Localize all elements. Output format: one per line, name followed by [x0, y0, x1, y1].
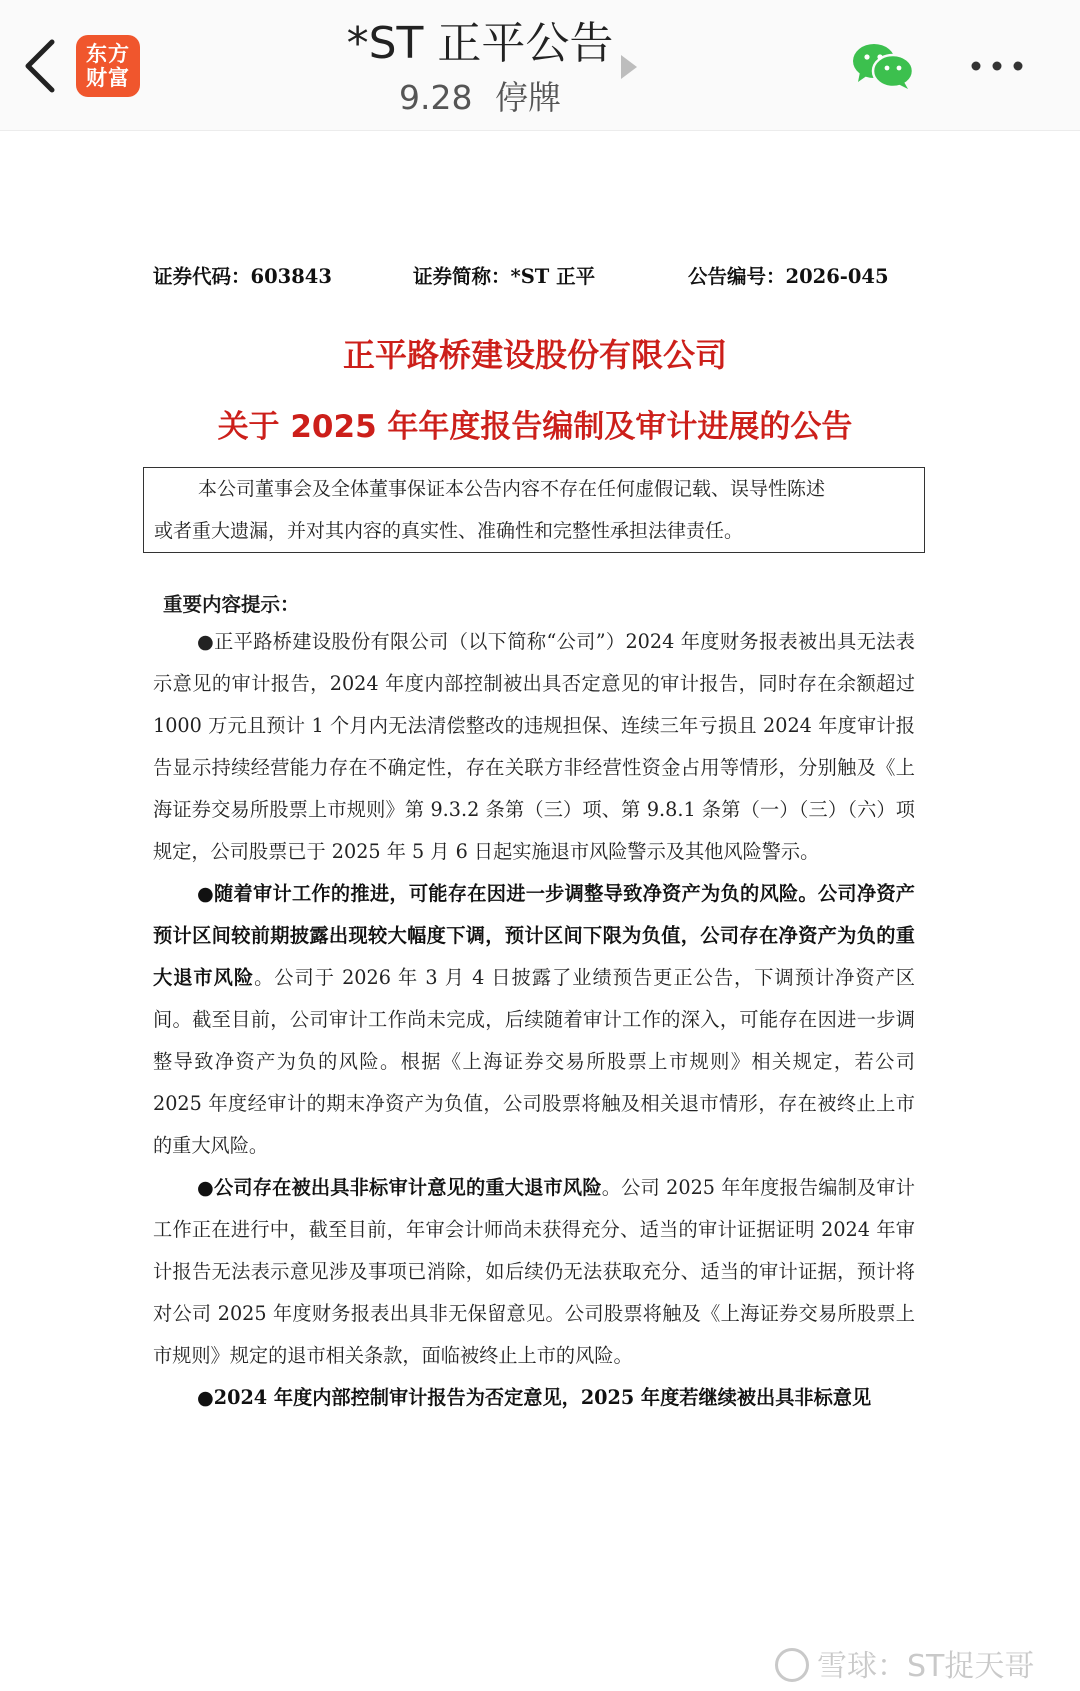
top-navigation-bar [0, 0, 1080, 131]
paragraph-1: ●正平路桥建设股份有限公司（以下简称“公司”）2024 年度财务报表被出具无法表示意见的审计报告，2024 年度内部控制被出具否定意见的审计报告，同时存在余额超过 1000 万元且预计 1 个月内无法清偿整改的违规担保、连续三年亏损且 2024 年度审计报告显示持续经营能力存在不确定性，存在关联方非经营性资金占用等情形，分别触及《上海证券交易所股票上市规则》第 9.3.2 条第（三）项、第 9.8.1 条第（一）（三）（六）项规定，公司股票已于 2025 年 5 月 6 日起实施退市风险警示及其他风险警示。 [153, 630, 915, 863]
stock-short-name: 证券简称：*ST 正平 [413, 265, 596, 288]
announcement-number: 公告编号：2026-045 [688, 265, 889, 288]
paragraph-3-text: 。公司 2025 年年度报告编制及审计工作正在进行中，截至目前，年审会计师尚未获得充分、适当的审计证据证明 2024 年审计报告无法表示意见涉及事项已消除，如后续仍无法获取充分、适当的审计证据，预计将对公司 2025 年度财务报表出具非无保留意见。公司股票将触及《上海证券交易所股票上市规则》规定的退市相关条款，面临被终止上市的风险。 [153, 1176, 915, 1367]
app-logo-text: 东方财富 [86, 41, 130, 90]
announcement-document [0, 131, 1080, 1684]
paragraph-4 [153, 1377, 915, 1419]
wechat-share-icon[interactable] [852, 42, 914, 90]
hints-title: 重要内容提示： [163, 593, 300, 616]
announcement-body [153, 621, 915, 1419]
paragraph-2-bold: ●随着审计工作的推进，可能存在因进一步调整导致净资产为负的风险。公司净资产预计区间较前期披露出现较大幅度下调，预计区间下限为负值，公司存在净资产为负的重大退市风险 [153, 882, 915, 989]
announcement-heading: 关于 2025 年年度报告编制及审计进展的公告 [217, 409, 853, 445]
watermark [775, 1641, 1065, 1691]
app-logo [76, 35, 140, 97]
more-options-icon[interactable] [968, 56, 1026, 76]
disclaimer-line-2: 或者重大遗漏，并对其内容的真实性、准确性和完整性承担法律责任。 [154, 520, 744, 542]
paragraph-3-bold: ●公司存在被出具非标审计意见的重大退市风险 [197, 1176, 602, 1199]
page-title: *ST 正平公告 [346, 18, 614, 69]
stock-code: 证券代码：603843 [153, 265, 332, 288]
page-subtitle: 9.28 停牌 [399, 78, 561, 117]
paragraph-2 [153, 873, 915, 1167]
back-arrow-icon[interactable] [18, 34, 68, 94]
disclaimer-box [143, 467, 925, 553]
watermark-text: 雪球：ST捉天哥 [817, 1649, 1035, 1684]
paragraph-4-bold: ●2024 年度内部控制审计报告为否定意见，2025 年度若继续被出具非标意见 [197, 1386, 872, 1409]
disclaimer-line-1: 本公司董事会及全体董事保证本公告内容不存在任何虚假记载、误导性陈述 [198, 478, 826, 500]
xueqiu-logo-icon [775, 1648, 809, 1682]
play-triangle-icon[interactable] [621, 55, 637, 79]
paragraph-3 [153, 1167, 915, 1377]
company-name: 正平路桥建设股份有限公司 [342, 336, 727, 374]
paragraph-2-text: 。公司于 2026 年 3 月 4 日披露了业绩预告更正公告，下调预计净资产区间。截至目前，公司审计工作尚未完成，后续随着审计工作的深入，可能存在因进一步调整导致净资产为负的风险。根据《上海证券交易所股票上市规则》相关规定，若公司 2025 年度经审计的期末净资产为负值，公司股票将触及相关退市情形，存在被终止上市的重大风险。 [153, 966, 915, 1157]
